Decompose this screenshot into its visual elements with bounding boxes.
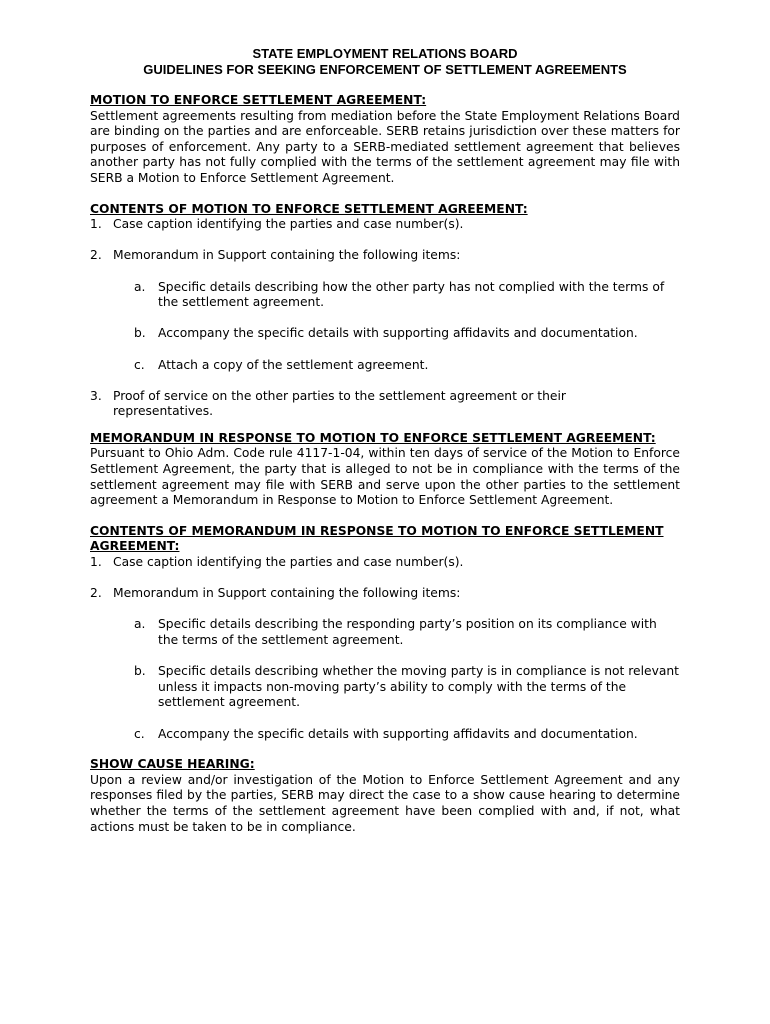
list-item [90, 555, 680, 571]
sub-list-item [134, 358, 680, 374]
sub-list-letter: c. [134, 726, 145, 741]
document-page [90, 46, 680, 835]
list-text: Memorandum in Support containing the following items: [113, 248, 461, 263]
sub-list-text: Specific details describing whether the moving party is in compliance is not relevant unless it impacts non-moving party’s ability to comply with the terms of the settlement agreement. [158, 664, 680, 710]
document-title-line2: GUIDELINES FOR SEEKING ENFORCEMENT OF SETTLEMENT AGREEMENTS [143, 62, 627, 77]
sub-list-text: Specific details describing how the other party has not complied with the terms of the settlement agreement. [158, 279, 665, 310]
list-number: 2. [90, 586, 102, 601]
list-text: Memorandum in Support containing the following items: [113, 586, 461, 601]
document-title-line1: STATE EMPLOYMENT RELATIONS BOARD [252, 46, 518, 61]
list-item [90, 248, 680, 264]
sub-list-text: Attach a copy of the settlement agreement. [158, 357, 429, 372]
motion-heading: MOTION TO ENFORCE SETTLEMENT AGREEMENT: [90, 93, 427, 107]
contents-motion-heading: CONTENTS OF MOTION TO ENFORCE SETTLEMENT AGREEMENT: [90, 201, 528, 216]
sub-list-letter: b. [134, 664, 146, 679]
list-number: 1. [90, 217, 102, 232]
list-text: Case caption identifying the parties and case number(s). [113, 555, 464, 570]
list-item [90, 217, 680, 233]
list-number: 2. [90, 248, 102, 263]
memo-response-section [90, 431, 680, 509]
list-item [90, 586, 680, 602]
contents-memo-heading: CONTENTS OF MEMORANDUM IN RESPONSE TO MOTION TO ENFORCE SETTLEMENT AGREEMENT: [90, 523, 664, 554]
list-number: 3. [90, 388, 102, 403]
sub-list-text: Accompany the specific details with supporting affidavits and documentation. [158, 726, 638, 741]
memo-response-heading: MEMORANDUM IN RESPONSE TO MOTION TO ENFORCE SETTLEMENT AGREEMENT: [90, 430, 656, 445]
sub-list-item [134, 617, 680, 648]
list-number: 1. [90, 555, 102, 570]
contents-memo-section [90, 524, 680, 742]
sub-list-letter: b. [134, 326, 146, 341]
show-cause-body: Upon a review and/or investigation of the Motion to Enforce Settlement Agreement and any responses filed by the parties, SERB may direct the case to a show cause hearing to determine whether the terms of the settlement agreement have been complied with and, if not, what actions must be taken to be in compliance. [90, 772, 680, 834]
sub-list-item [134, 326, 680, 342]
show-cause-section [90, 757, 680, 835]
contents-motion-section [90, 202, 680, 420]
sub-list-text: Accompany the specific details with supporting affidavits and documentation. [158, 326, 638, 341]
motion-section [90, 93, 680, 187]
memo-response-body: Pursuant to Ohio Adm. Code rule 4117-1-04, within ten days of service of the Motion to Enforce Settlement Agreement, the party that is alleged to not be in compliance with the terms of the settlement agreement may file with SERB and serve upon the other parties to the settlement agreement a Memorandum in Response to Motion to Enforce Settlement Agreement. [90, 446, 680, 508]
list-text: Case caption identifying the parties and case number(s). [113, 217, 464, 232]
list-text: Proof of service on the other parties to the settlement agreement or their representatives. [113, 388, 566, 419]
motion-body: Settlement agreements resulting from mediation before the State Employment Relations Board are binding on the parties and are enforceable. SERB retains jurisdiction over these matters for purposes of enforcement. Any party to a SERB-mediated settlement agreement that believes another party has not fully complied with the terms of the settlement agreement may file with SERB a Motion to Enforce Settlement Agreement. [90, 108, 680, 185]
list-item [90, 389, 680, 420]
sub-list-text: Specific details describing the responding party’s position on its compliance with the terms of the settlement agreement. [158, 617, 657, 647]
sub-list-item [134, 664, 680, 711]
sub-list-item [134, 280, 680, 311]
sub-list-letter: a. [134, 279, 146, 294]
sub-list-letter: a. [134, 617, 146, 632]
show-cause-heading: SHOW CAUSE HEARING: [90, 757, 255, 772]
sub-list-item [134, 727, 680, 743]
sub-list-letter: c. [134, 357, 145, 372]
